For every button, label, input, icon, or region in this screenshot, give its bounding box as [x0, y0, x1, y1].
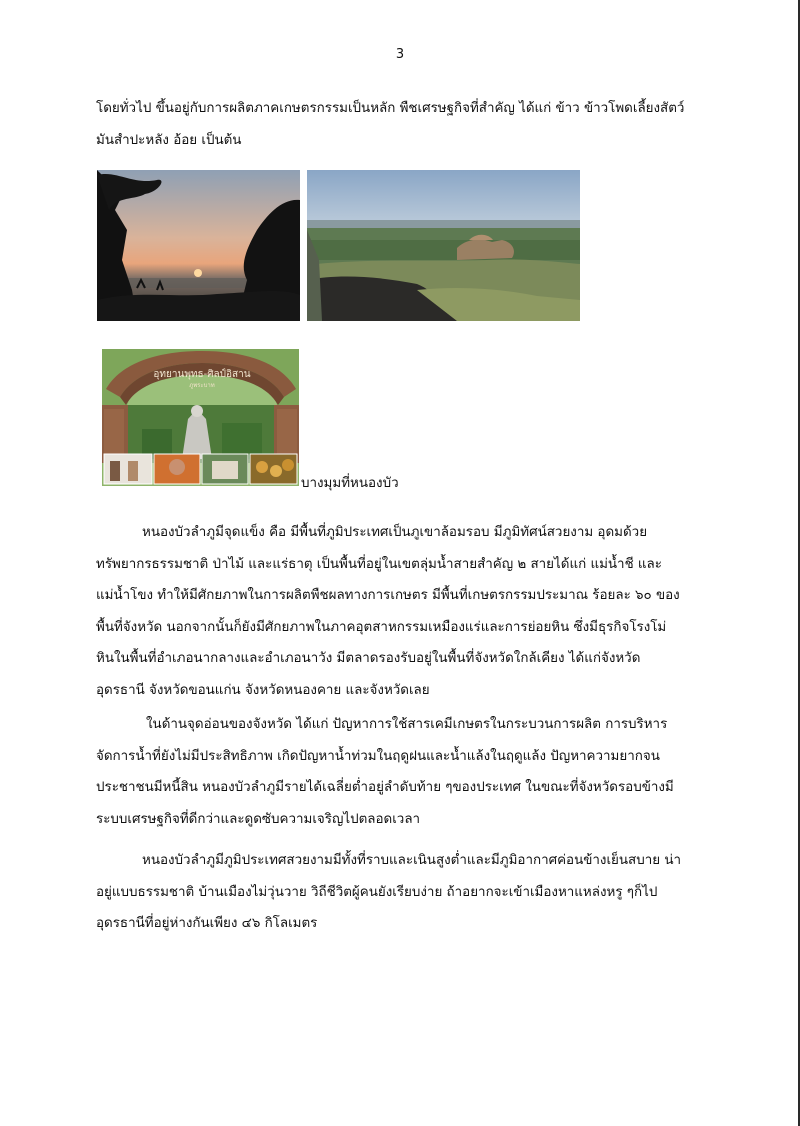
text-line: หนองบัวลำภูมีภูมิประเทศสวยงามมีทั้งที่ราบและเนินสูงต่ำและมีภูมิอากาศค่อนข้างเย็นสบาย น่า: [142, 853, 681, 868]
text-line: มันสำปะหลัง อ้อย เป็นต้น: [96, 132, 242, 148]
text-line: แม่น้ำโขง ทำให้มีศักยภาพในการผลิตพืชผลทางการเกษตร มีพื้นที่เกษตรกรรมประมาณ ร้อยละ ๖๐ ของ: [96, 588, 680, 603]
text-line: หินในพื้นที่อำเภอนากลางและอำเภอนาวัง มีตลาดรองรับอยู่ในพื้นที่จังหวัดใกล้เคียง ได้แก่จังหวัด: [96, 651, 641, 666]
weaknesses-paragraph: [96, 709, 708, 835]
intro-paragraph: [96, 93, 708, 156]
text-line: อยู่แบบธรรมชาติ บ้านเมืองไม่วุ่นวาย วิถีชีวิตผู้คนยังเรียบง่าย ถ้าอยากจะเข้าเมืองหาแหล่งหรู ๆก็ไป: [96, 884, 658, 900]
text-line: พื้นที่จังหวัด นอกจากนั้นก็ยังมีศักยภาพในภาคอุตสาหกรรมเหมืองแร่และการย่อยหิน ซึ่งมีธุรกิจโรงโม่: [96, 619, 667, 635]
photo-stone-arch-gate: [102, 349, 299, 486]
gate-sign-text: อุทยานพุทธ-ศิลป์อิสาน: [153, 369, 251, 380]
text-line: ในด้านจุดอ่อนของจังหวัด ได้แก่ ปัญหาการใช้สารเคมีเกษตรในกระบวนการผลิต การบริหาร: [146, 717, 668, 732]
text-line: จัดการน้ำที่ยังไม่มีประสิทธิภาพ เกิดปัญหาน้ำท่วมในฤดูฝนและน้ำแล้งในฤดูแล้ง ปัญหาความยากจน: [96, 748, 660, 764]
lifestyle-paragraph: [96, 845, 708, 940]
text-line: อุดรธานีที่อยู่ห่างกันเพียง ๔๖ กิโลเมตร: [96, 916, 318, 931]
photo-sunset: [97, 170, 300, 321]
gate-sign-subtext: ภูพระบาท: [189, 382, 215, 389]
text-line: ทรัพยากรธรรมชาติ ป่าไม้ และแร่ธาตุ เป็นพื้นที่อยู่ในเขตลุ่มน้ำสายสำคัญ ๒ สายได้แก่ แม่น้ำชี และ: [96, 556, 662, 572]
page-number: 3: [395, 47, 405, 62]
text-line: โดยทั่วไป ขึ้นอยู่กับการผลิตภาคเกษตรกรรมเป็นหลัก พืชเศรษฐกิจที่สำคัญ ได้แก่ ข้าว ข้าวโพดเลี้ยงสัตว์: [96, 101, 685, 116]
text-line: หนองบัวลำภูมีจุดแข็ง คือ มีพื้นที่ภูมิประเทศเป็นภูเขาล้อมรอบ มีภูมิทัศน์สวยงาม อุดมด้วย: [142, 525, 648, 540]
text-line: อุดรธานี จังหวัดขอนแก่น จังหวัดหนองคาย และจังหวัดเลย: [96, 682, 430, 698]
text-line: ประชาชนมีหนี้สิน หนองบัวลำภูมีรายได้เฉลี่ยต่ำอยู่ลำดับท้าย ๆของประเทศ ในขณะที่จังหวัดรอบข้างมี: [96, 780, 674, 795]
photo-rocky-plateau: [307, 170, 580, 321]
photo-caption: บางมุมที่หนองบัว: [301, 476, 399, 491]
strengths-paragraph: [96, 517, 708, 706]
text-line: ระบบเศรษฐกิจที่ดีกว่าและดูดซับความเจริญไปตลอดเวลา: [96, 811, 421, 827]
